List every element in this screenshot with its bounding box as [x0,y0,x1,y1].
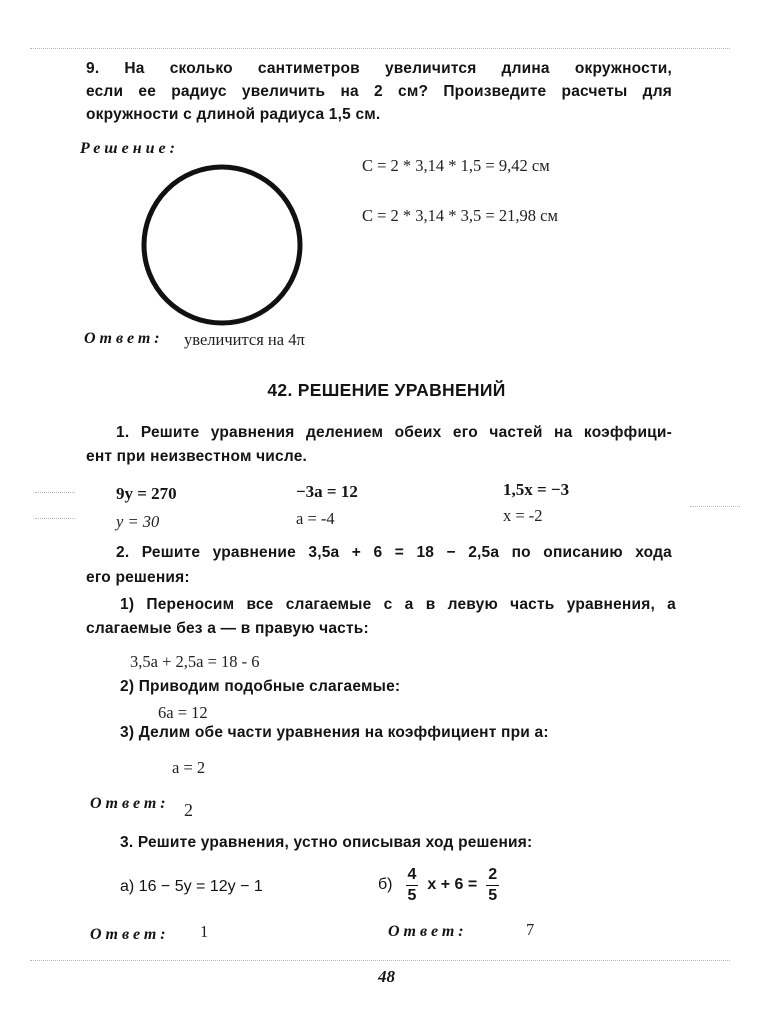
task2-line1: 2. Решите уравнение 3,5a + 6 = 18 − 2,5a по описанию хода [116,544,672,561]
scan-artifact-top [30,48,730,49]
page-number: 48 [378,967,395,986]
task9-answer-label: Ответ: [84,330,164,347]
task2-line2: его решения: [86,569,190,586]
section-title: 42. РЕШЕНИЕ УРАВНЕНИЙ [267,380,506,400]
task1-line2: ент при неизвестном числе. [86,448,308,465]
calc-line-2: С = 2 * 3,14 * 3,5 = 21,98 см [362,206,558,225]
task2-answer-label: Ответ: [90,795,170,812]
task2-step1-answer: 3,5a + 2,5a = 18 - 6 [130,652,260,671]
task2-step1-line2: слагаемые без a — в правую часть: [86,620,369,637]
task3-equation-b [378,862,502,908]
scan-artifact-left [35,492,75,493]
task9-line1: 9. На сколько сантиметров увеличится длина окружности, [86,60,672,77]
scan-artifact-bottom [30,960,730,961]
fraction-two-fifths [486,867,499,904]
task3-answer-label-b: Ответ: [388,923,468,940]
fraction-numerator: 4 [406,867,419,886]
task2-step1-line1: 1) Переносим все слагаемые с a в левую часть уравнения, а [120,596,676,613]
task3-b-middle: x + 6 = [427,876,478,893]
eq1-answer: y = 30 [116,512,160,531]
task2-step2-answer: 6a = 12 [158,703,208,722]
eq3-answer: x = -2 [503,506,543,525]
task9-line2: если ее радиус увеличить на 2 см? Произведите расчеты для [86,83,672,100]
eq1-given: 9y = 270 [116,484,177,503]
calc-line-1: С = 2 * 3,14 * 1,5 = 9,42 см [362,156,550,175]
task3-answer-b: 7 [526,920,535,939]
fraction-numerator: 2 [486,867,499,886]
task2-step2: 2) Приводим подобные слагаемые: [120,678,401,695]
fraction-denominator: 5 [488,886,498,904]
task2-step3: 3) Делим обе части уравнения на коэффициент при a: [120,724,549,741]
task9-answer: увеличится на 4π [184,330,305,349]
circle-drawing [140,162,310,332]
eq3-given: 1,5x = −3 [503,480,570,499]
solution-label: Решение: [80,140,179,157]
eq2-given: −3a = 12 [296,482,358,501]
fraction-denominator: 5 [407,886,417,904]
circle-shape [144,167,300,323]
task3-line1: 3. Решите уравнения, устно описывая ход решения: [120,834,533,851]
task2-step3-answer: a = 2 [172,758,206,777]
scan-artifact-left-2 [35,518,75,519]
task2-answer: 2 [184,800,193,820]
scan-artifact-right [690,506,740,507]
fraction-four-fifths [406,867,419,904]
task9-line3: окружности с длиной радиуса 1,5 см. [86,106,381,123]
task3-equation-a: а) 16 − 5y = 12y − 1 [120,878,263,895]
task3-answer-a: 1 [200,922,209,941]
eq2-answer: a = -4 [296,509,335,528]
task3-answer-label-a: Ответ: [90,926,170,943]
task3-b-label: б) [378,876,393,893]
task1-line1: 1. Решите уравнения делением обеих его частей на коэффици- [116,424,672,441]
